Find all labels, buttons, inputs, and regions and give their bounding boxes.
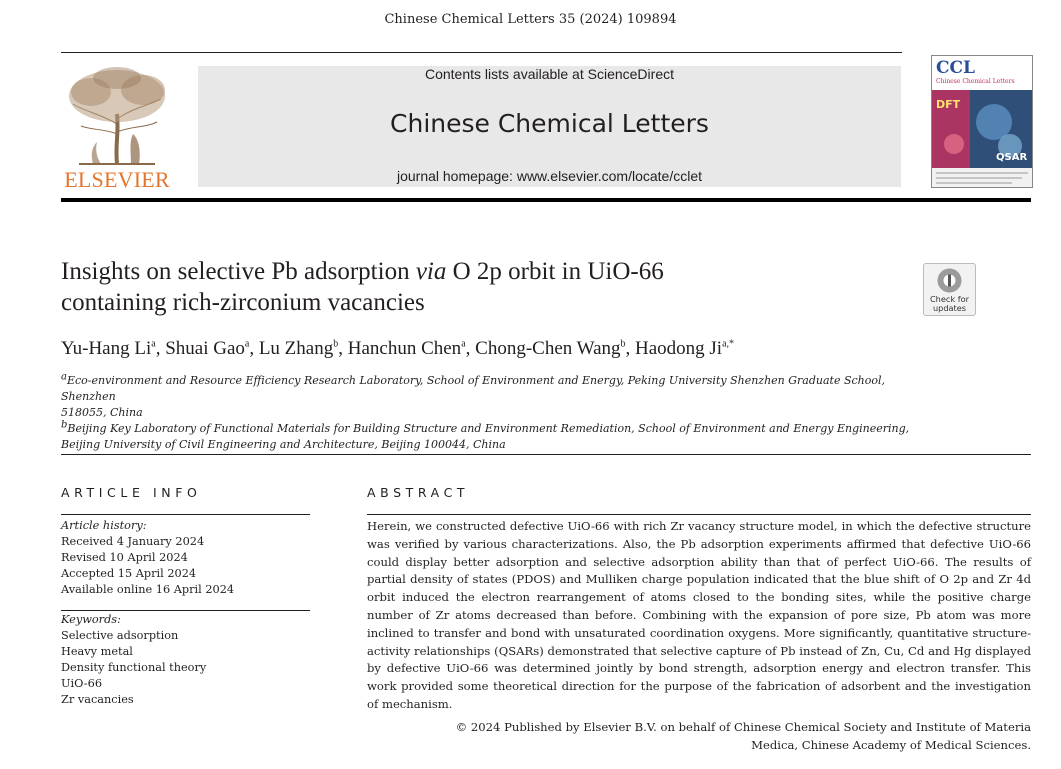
affiliation-a	[61, 373, 921, 421]
cover-tag-dft: DFT	[936, 98, 961, 111]
abstract-text: Herein, we constructed defective UiO-66 with rich Zr vacancy structure model, in which the defective structure was verified by various characterizations. Also, the Pb adsorption experiments affirmed that defective UiO-66 could display better adsorption and selective adsorption ability than that of perfect UiO-66. The results of partial density of states (PDOS) and Mulliken charge population indicated that the blue shift of O 2p and Zr 4d orbit induced the electron rearrangement of atoms closed to the bonding sites, while the positive charge number of Zr atoms decreased than before. Combining with the expansion of pore size, Pb atom was more inclined to transfer and bond with unsaturated coordination oxygens. More significantly, quantitative structure-activity relationships (QSARs) demonstrated that selective capture of Pb instead of Zn, Cu, Cd and Hg displayed by defective UiO-66 was determined jointly by bond strength, adsorption energy and electron transfer. This work provided some theoretical direction for the purpose of the fabrication of adsorbent and the investigation of mechanism.	[367, 519, 1031, 711]
elsevier-wordmark: ELSEVIER	[64, 167, 170, 192]
cover-abbrev: CCL	[936, 58, 976, 78]
author-separator: ,	[465, 338, 476, 359]
check-updates-label: Check for updates	[929, 294, 970, 313]
keyword[interactable]: Density functional theory	[61, 661, 207, 674]
author[interactable]	[165, 338, 249, 359]
author-affiliation-mark: a	[461, 338, 466, 350]
affiliation-text: Eco-environment and Resource Efficiency Research Laboratory, School of Environment and Energy, Peking University Shenzhen Graduate School, Shenzhen	[61, 374, 886, 403]
copyright-notice	[367, 718, 1031, 754]
keywords-rule	[61, 610, 310, 611]
affiliation-mark: a	[61, 371, 67, 383]
author[interactable]	[259, 338, 338, 359]
header-rule	[61, 52, 902, 53]
author-separator: ,	[155, 338, 166, 359]
affiliation-text: Beijing University of Civil Engineering and Architecture, Beijing 100044, China	[61, 438, 506, 451]
journal-title: Chinese Chemical Letters	[390, 109, 709, 138]
author[interactable]	[348, 338, 466, 359]
author-affiliation-mark: b	[333, 338, 339, 350]
author-name: Lu Zhang	[258, 338, 334, 359]
cover-journal-name: Chinese Chemical Letters	[936, 78, 1015, 85]
history-item: Received 4 January 2024	[61, 535, 205, 548]
copyright-line-1: © 2024 Published by Elsevier B.V. on behalf of Chinese Chemical Society and Institute of Materia	[455, 720, 1031, 734]
running-head: Chinese Chemical Letters 35 (2024) 109894	[384, 12, 677, 27]
author-name: Haodong Ji	[635, 338, 723, 359]
sciencedirect-line[interactable]: Contents lists available at ScienceDirect	[424, 66, 674, 82]
copyright-line-2: Medica, Chinese Academy of Medical Sciences.	[751, 738, 1031, 752]
author-affiliation-mark: a,*	[722, 338, 735, 350]
article-info-heading: ARTICLE INFO	[61, 485, 202, 500]
author-separator: ,	[338, 338, 348, 359]
article-title	[61, 256, 891, 318]
article-history	[61, 518, 321, 598]
keyword[interactable]: Zr vacancies	[61, 693, 134, 706]
update-icon	[936, 267, 963, 295]
history-item: Available online 16 April 2024	[61, 583, 235, 596]
affiliation-mark: b	[61, 419, 68, 431]
keyword[interactable]: Heavy metal	[61, 645, 133, 658]
author-affiliation-mark: b	[620, 338, 626, 350]
author-affiliation-mark: a	[151, 338, 156, 350]
section-rule	[61, 454, 1031, 455]
abstract-rule	[367, 514, 1031, 515]
affiliation-b	[61, 421, 921, 453]
author-list	[61, 338, 1021, 360]
title-line-2: containing rich-zirconium vacancies	[61, 289, 425, 316]
masthead-rule	[61, 198, 1031, 202]
author-name: Shuai Gao	[165, 338, 245, 359]
author-name: Yu-Hang Li	[61, 338, 152, 359]
title-part-1: Insights on selective Pb adsorption	[61, 258, 416, 285]
author-separator: ,	[625, 338, 635, 359]
keywords-label: Keywords:	[61, 613, 121, 626]
keyword[interactable]: Selective adsorption	[61, 629, 179, 642]
history-label: Article history:	[61, 519, 147, 532]
affiliation-text: Beijing Key Laboratory of Functional Materials for Building Structure and Environment Remediation, School of Environment and Energy Engineering,	[67, 422, 910, 435]
author[interactable]	[475, 338, 625, 359]
author[interactable]	[61, 338, 156, 359]
title-via: via	[415, 258, 447, 285]
title-part-2: O 2p orbit in UiO-66	[446, 258, 664, 285]
abstract-heading: ABSTRACT	[367, 485, 470, 500]
journal-cover[interactable]	[931, 55, 1033, 188]
author-name: Chong-Chen Wang	[475, 338, 621, 359]
author[interactable]	[635, 338, 734, 359]
check-for-updates-button[interactable]	[923, 263, 976, 316]
affiliations	[61, 373, 921, 453]
affiliation-text: 518055, China	[61, 406, 143, 419]
journal-homepage-link[interactable]: journal homepage: www.elsevier.com/locate/cclet	[396, 168, 703, 184]
history-item: Accepted 15 April 2024	[61, 567, 197, 580]
author-name: Hanchun Chen	[347, 338, 462, 359]
keyword[interactable]: UiO-66	[61, 677, 103, 690]
author-affiliation-mark: a	[244, 338, 250, 350]
cover-tag-qsar: QSAR	[996, 152, 1028, 163]
article-info-rule	[61, 514, 310, 515]
author-separator: ,	[249, 338, 259, 359]
keywords	[61, 612, 321, 708]
history-item: Revised 10 April 2024	[61, 551, 188, 564]
